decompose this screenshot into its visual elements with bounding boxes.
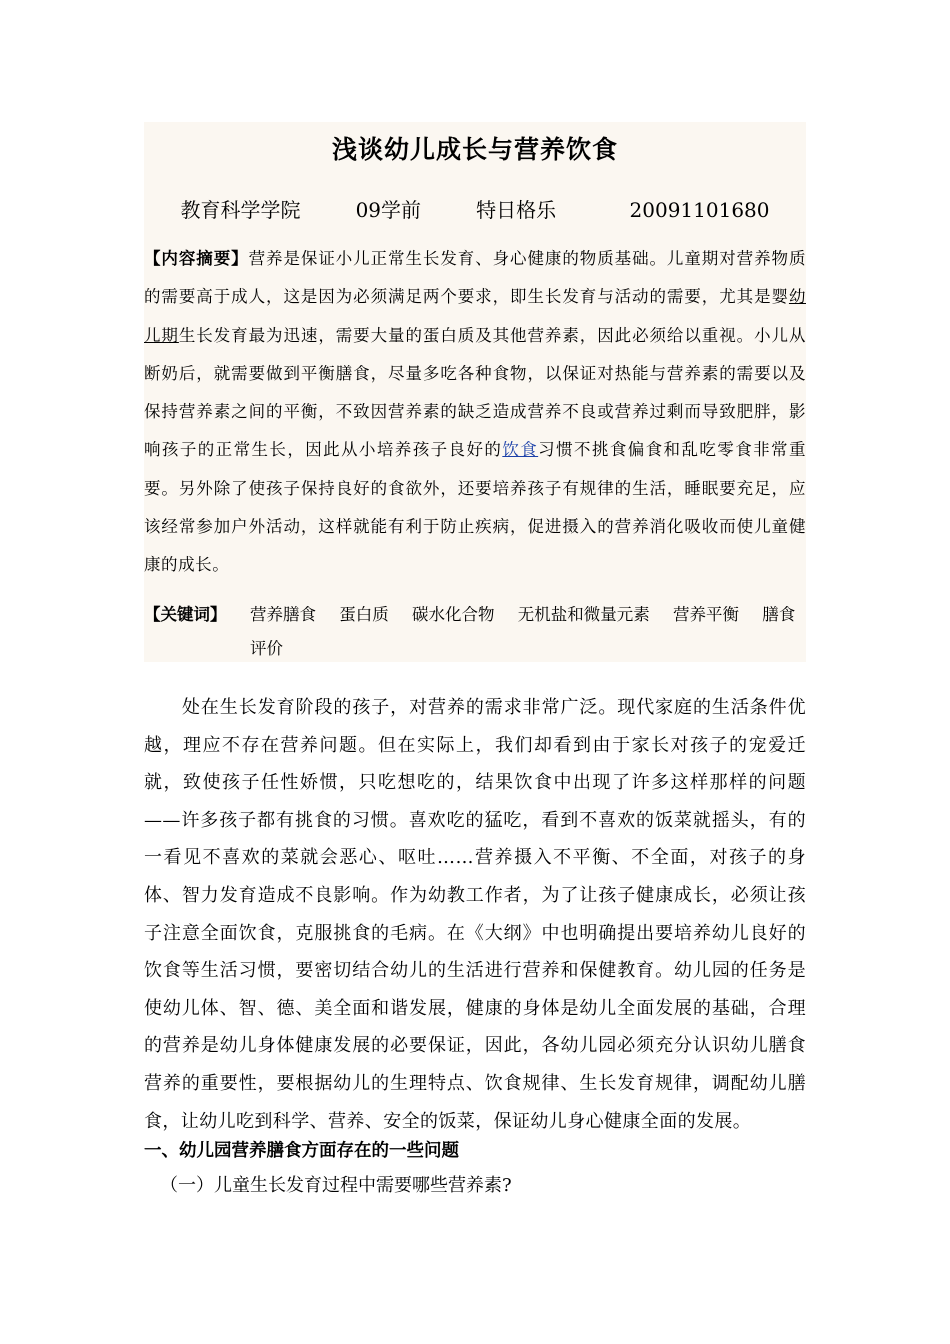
abstract-label: 【内容摘要】	[144, 249, 249, 268]
subsection-heading: （一）儿童生长发育过程中需要哪些营养素?	[160, 1175, 512, 1196]
keywords-list: 营养膳食 蛋白质 碳水化合物 无机盐和微量元素 营养平衡 膳食评价	[250, 605, 796, 658]
body-paragraph: 处在生长发育阶段的孩子，对营养的需求非常广泛。现代家庭的生活条件优越，理应不存在营养问题。但在实际上，我们却看到由于家长对孩子的宠爱迁就，致使孩子任性娇惯，只吃想吃的，结果饮食中出现了许多这样那样的问题——许多孩子都有挑食的习惯。喜欢吃的猛吃，看到不喜欢的饭菜就摇头，有的一看见不喜欢的菜就会恶心、呕吐……营养摄入不平衡、不全面，对孩子的身体、智力发育造成不良影响。作为幼教工作者，为了让孩子健康成长，必须让孩子注意全面饮食，克服挑食的毛病。在《大纲》中也明确提出要培养幼儿良好的饮食等生活习惯，要密切结合幼儿的生活进行营养和保健教育。幼儿园的任务是使幼儿体、智、德、美全面和谐发展，健康的身体是幼儿全面发展的基础，合理的营养是幼儿身体健康发展的必要保证，因此，各幼儿园必须充分认识幼儿膳食营养的重要性，要根据幼儿的生理特点、饮食规律、生长发育规律，调配幼儿膳食，让幼儿吃到科学、营养、安全的饭菜，保证幼儿身心健康全面的发展。	[144, 697, 806, 1132]
keywords-label: 【关键词】	[144, 605, 227, 624]
section-heading: 一、幼儿园营养膳食方面存在的一些问题	[144, 1141, 459, 1161]
document-title: 浅谈幼儿成长与营养饮食	[331, 135, 618, 164]
abstract-text-2: 生长发育最为迅速，需要大量的蛋白质及其他营养素，因此必须给以重视。小儿从断奶后，就需要做到平衡膳食，尽量多吃各种食物，以保证对热能与营养素的需要以及保持营养素之间的平衡，不致因营养素的缺乏造成营养不良或营养过剩而导致肥胖，影响孩子的正常生长，因此从小培养孩子良好的	[144, 325, 806, 460]
abstract-paragraph	[144, 240, 806, 585]
abstract-text-1: 营养是保证小儿正常生长发育、身心健康的物质基础。儿童期对营养物质的需要高于成人，这是因为必须满足两个要求，即生长发育与活动的需要，尤其是婴	[144, 249, 806, 307]
body-text	[144, 689, 806, 1140]
abstract-link-term[interactable]: 饮食	[502, 440, 539, 460]
abstract-text-3: 习惯不挑食偏食和乱吃零食非常重要。另外除了使孩子保持良好的食欲外，还要培养孩子有规律的生活，睡眠要充足，应该经常参加户外活动，这样就能有利于防止疾病，促进摄入的营养消化吸收而使儿童健康的成长。	[144, 440, 807, 575]
abstract-underlined-term: 幼儿期	[144, 287, 806, 345]
author-line: 教育科学学院 09学前 特日格乐 20091101680	[180, 198, 770, 222]
